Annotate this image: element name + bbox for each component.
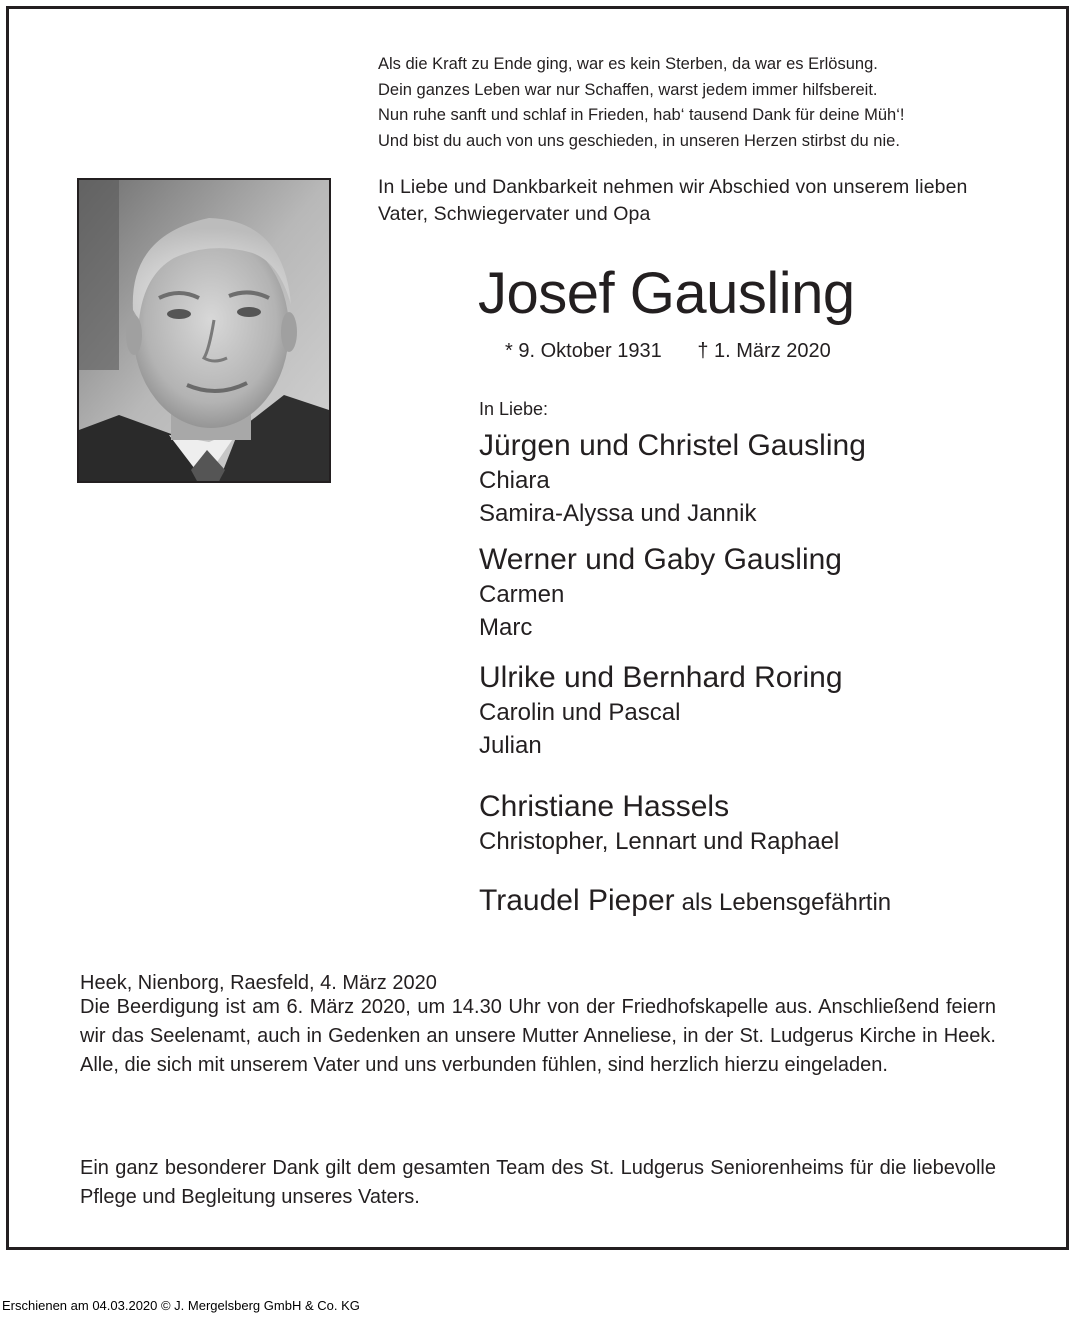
- family-head: Jürgen und Christel Gausling: [479, 429, 866, 462]
- deceased-name: Josef Gausling: [478, 261, 855, 326]
- family-head: Ulrike und Bernhard Roring: [479, 661, 843, 694]
- thanks-paragraph: Ein ganz besonderer Dank gilt dem gesamten Team des St. Ludgerus Seniorenheims für die liebevolle Pflege und Begleitung unseres Vaters.: [80, 1157, 996, 1208]
- poem-line: Als die Kraft zu Ende ging, war es kein Sterben, da war es Erlösung.: [378, 55, 878, 73]
- family-member: Marc: [479, 614, 533, 641]
- poem-line: Und bist du auch von uns geschieden, in unseren Herzen stirbst du nie.: [378, 131, 900, 150]
- portrait-photo: [77, 178, 331, 483]
- family-group: [479, 542, 842, 644]
- partner-name: Traudel Pieper: [479, 884, 675, 917]
- family-member: Chiara: [479, 467, 550, 494]
- death-date: † 1. März 2020: [697, 340, 831, 362]
- partner-line: [479, 884, 891, 918]
- family-member: Carolin und Pascal: [479, 699, 681, 726]
- family-member: Samira-Alyssa und Jannik: [479, 500, 757, 527]
- life-dates: [505, 337, 831, 365]
- family-member: Julian: [479, 732, 542, 759]
- family-group: [479, 789, 839, 858]
- family-member: Carmen: [479, 581, 565, 608]
- in-liebe-label: In Liebe:: [479, 399, 549, 419]
- publication-footer: Erschienen am 04.03.2020 © J. Mergelsberg GmbH & Co. KG: [2, 1298, 360, 1313]
- intro-text: In Liebe und Dankbarkeit nehmen wir Abschied von unserem lieben Vater, Schwiegervater und Opa: [378, 176, 968, 225]
- funeral-paragraph: Die Beerdigung ist am 6. März 2020, um 14.30 Uhr von der Friedhofskapelle aus. Anschließend feiern wir das Seelenamt, auch in Gedenken an unsere Mutter Anneliese, in der St. Ludgerus Kirche in Heek. Alle, die sich mit unserem Vater und uns verbunden fühlen, sind herzlich hierzu eingeladen.: [80, 996, 996, 1076]
- family-group: [479, 428, 866, 530]
- poem-line: Dein ganzes Leben war nur Schaffen, warst jedem immer hilfsbereit.: [378, 80, 878, 99]
- family-group: [479, 660, 843, 762]
- family-head: Christiane Hassels: [479, 790, 730, 823]
- place-date: Heek, Nienborg, Raesfeld, 4. März 2020: [80, 972, 437, 994]
- poem: [378, 52, 1018, 154]
- poem-line: Nun ruhe sanft und schlaf in Frieden, hab‘ tausend Dank für deine Müh‘!: [378, 106, 905, 124]
- family-head: Werner und Gaby Gausling: [479, 543, 842, 576]
- birth-date: * 9. Oktober 1931: [505, 340, 662, 362]
- partner-role: als Lebensgefährtin: [681, 889, 892, 916]
- family-member: Christopher, Lennart und Raphael: [479, 828, 840, 855]
